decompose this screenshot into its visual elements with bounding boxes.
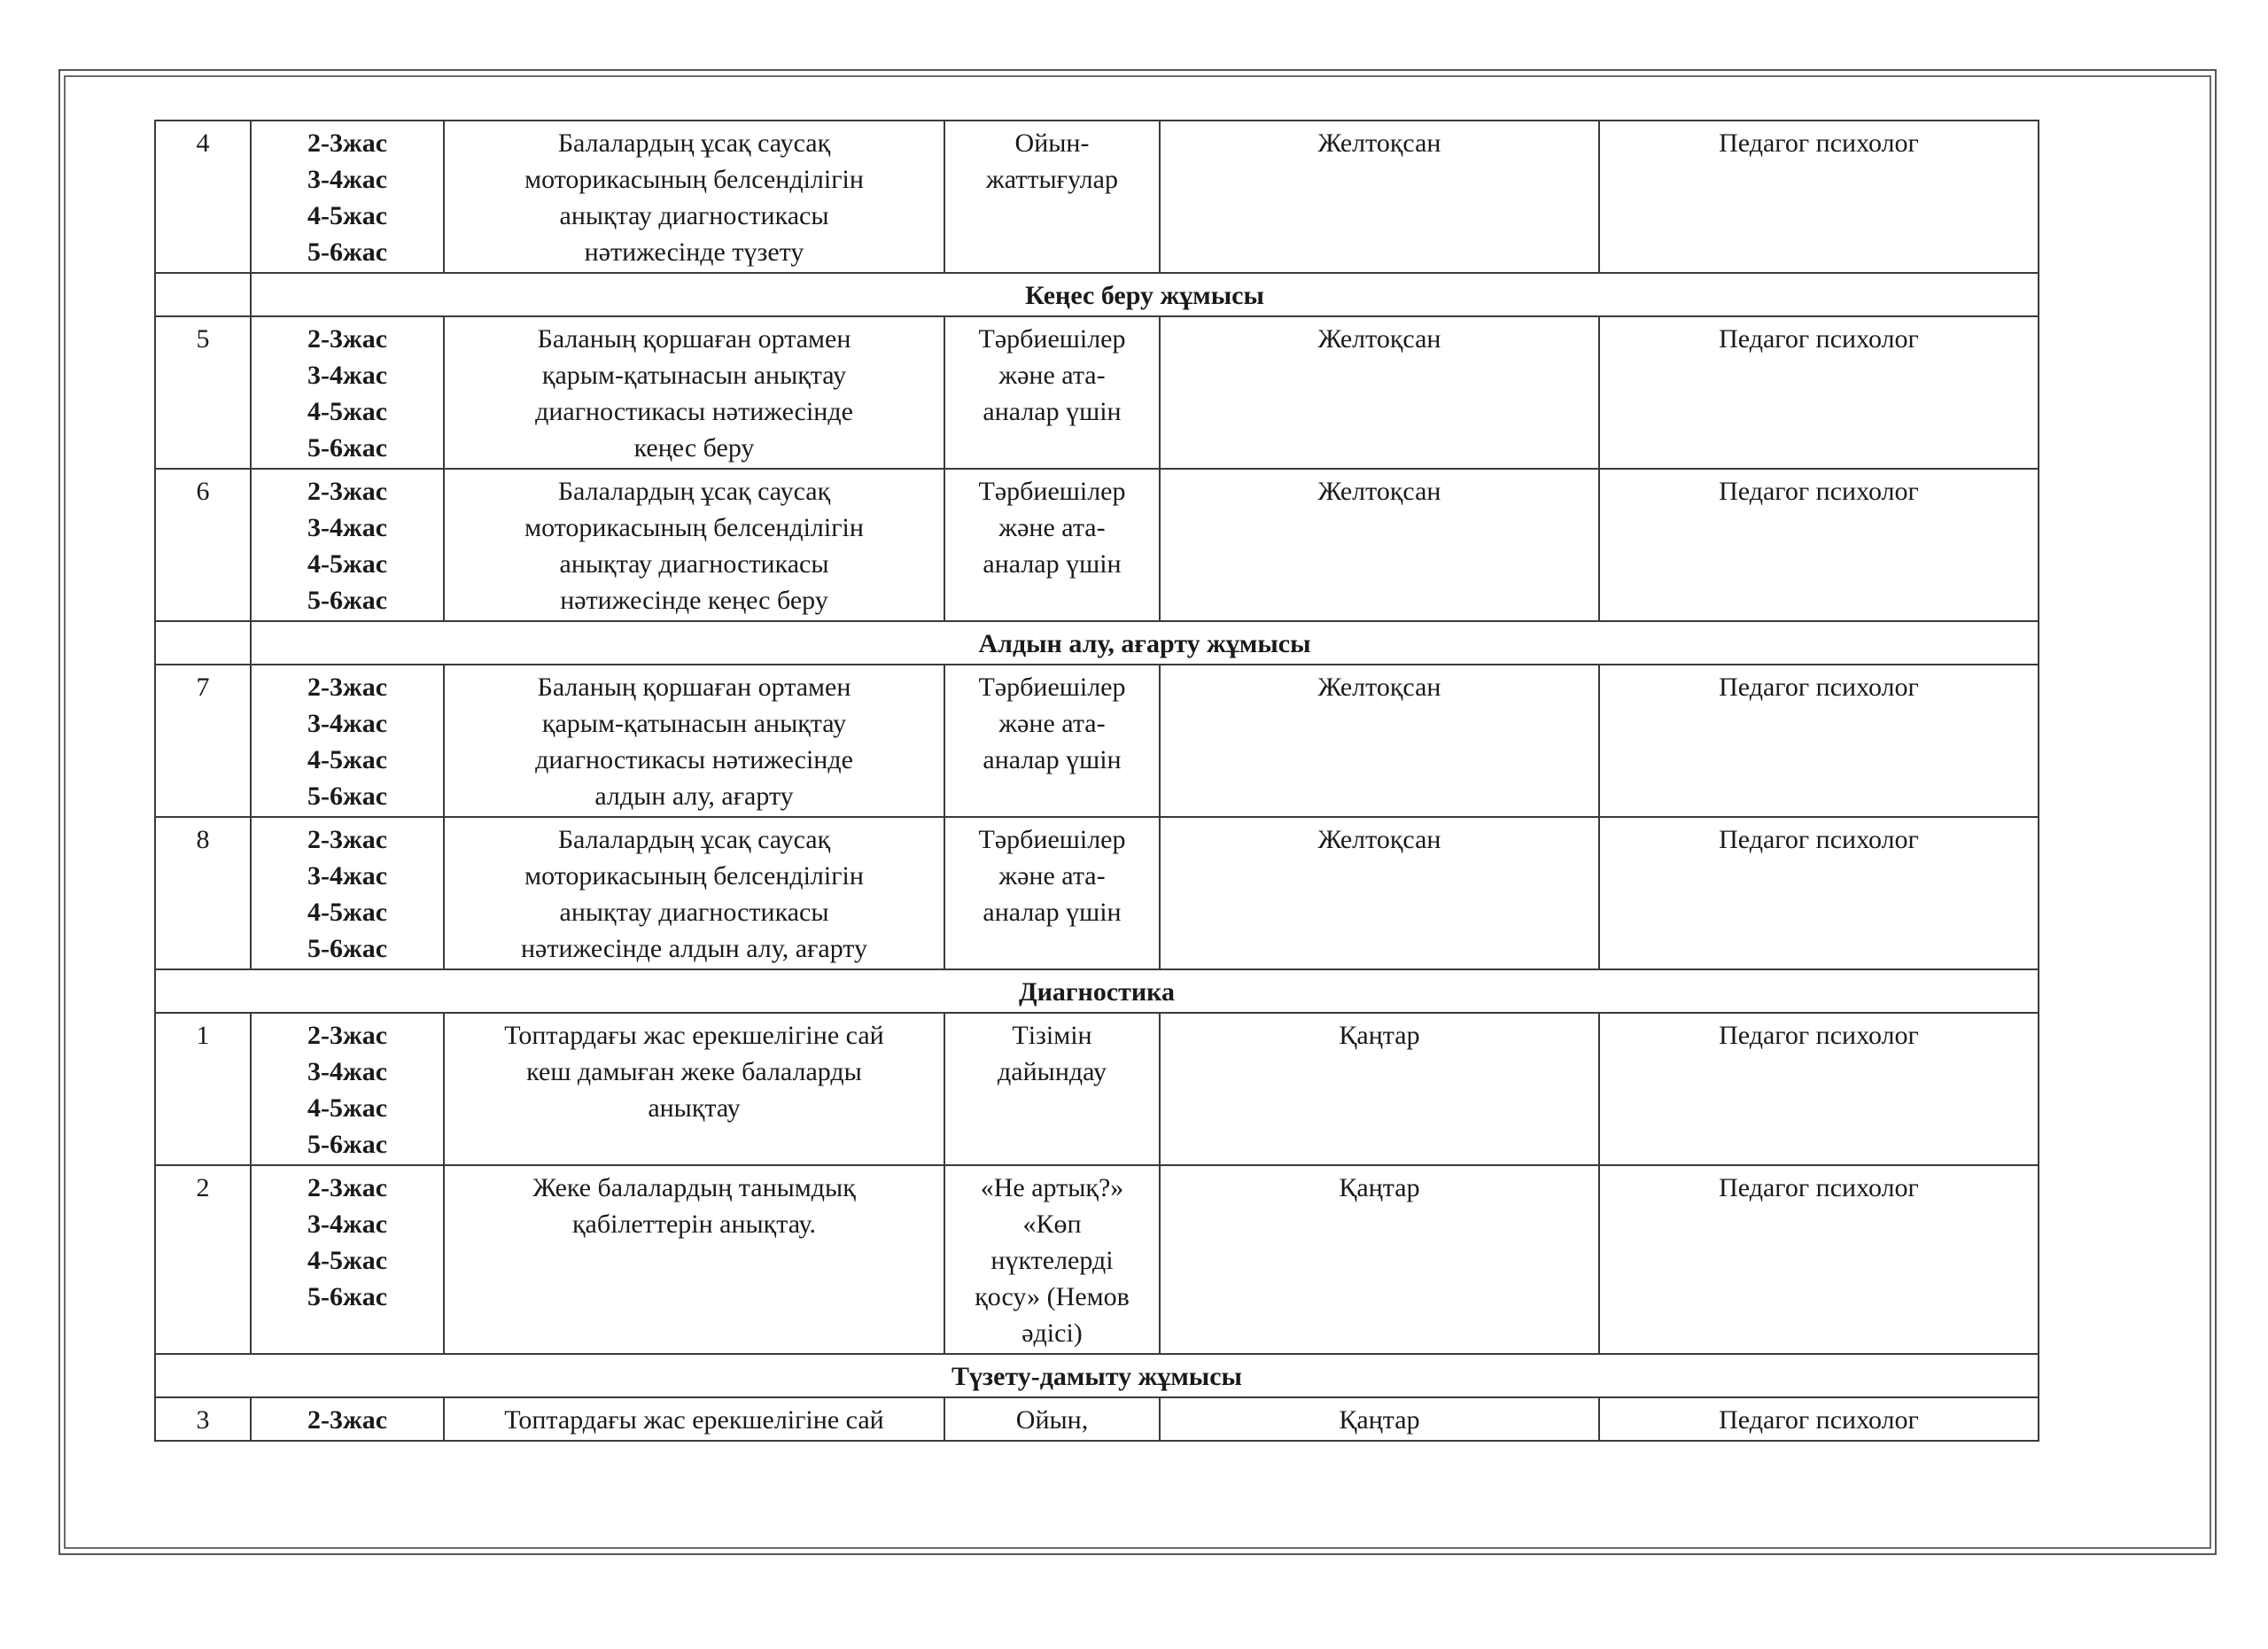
responsible-cell: Педагог психолог: [1599, 1165, 2039, 1354]
table-row: [155, 469, 2039, 621]
age-groups-cell: [251, 665, 444, 817]
age-groups-cell-line: 3-4жас: [307, 861, 388, 891]
content-cell-line: анықтау диагностикасы: [559, 201, 829, 230]
period-cell: Желтоқсан: [1160, 316, 1599, 469]
age-groups-cell-line: 5-6жас: [307, 934, 388, 963]
content-cell-line: диагностикасы нәтижесінде: [535, 745, 853, 774]
age-groups-cell-line: 4-5жас: [307, 745, 388, 774]
age-groups-cell-line: 5-6жас: [307, 433, 388, 463]
content-cell: [444, 665, 944, 817]
form-cell-line: жаттығулар: [986, 165, 1118, 194]
content-cell: [444, 1013, 944, 1165]
period-cell: Қаңтар: [1160, 1013, 1599, 1165]
age-groups-cell: [251, 316, 444, 469]
age-groups-cell-line: 5-6жас: [307, 1282, 388, 1311]
section-row: [155, 969, 2039, 1013]
form-cell-line: Тәрбиешілер: [978, 825, 1126, 854]
form-cell: [944, 469, 1160, 621]
age-groups-cell: [251, 121, 444, 273]
form-cell-line: және ата-: [998, 709, 1106, 738]
age-groups-cell-line: 5-6жас: [307, 1130, 388, 1159]
period-cell: Қаңтар: [1160, 1397, 1599, 1441]
form-cell-line: Ойын,: [1015, 1405, 1089, 1435]
form-cell-line: аналар үшін: [983, 745, 1122, 774]
form-cell: [944, 1397, 1160, 1441]
table-row: [155, 1165, 2039, 1354]
content-cell: [444, 469, 944, 621]
content-cell: [444, 1165, 944, 1354]
section-title: Кеңес беру жұмысы: [251, 273, 2039, 316]
form-cell-line: Тәрбиешілер: [978, 673, 1126, 702]
section-blank-cell: [155, 621, 251, 665]
form-cell: [944, 1165, 1160, 1354]
form-cell: [944, 1013, 1160, 1165]
form-cell: [944, 316, 1160, 469]
table-row: [155, 316, 2039, 469]
age-groups-cell-line: 5-6жас: [307, 586, 388, 615]
age-groups-cell-line: 2-3жас: [307, 673, 388, 702]
content-cell: [444, 121, 944, 273]
form-cell-line: және ата-: [998, 361, 1106, 390]
form-cell-line: дайындау: [998, 1057, 1107, 1086]
table-row: [155, 121, 2039, 273]
responsible-cell: Педагог психолог: [1599, 316, 2039, 469]
age-groups-cell-line: 2-3жас: [307, 1173, 388, 1202]
period-cell: Қаңтар: [1160, 1165, 1599, 1354]
content-cell: [444, 817, 944, 969]
age-groups-cell-line: 3-4жас: [307, 1057, 388, 1086]
age-groups-cell-line: 4-5жас: [307, 397, 388, 426]
form-cell-line: қосу» (Немов: [975, 1282, 1130, 1311]
responsible-cell: Педагог психолог: [1599, 665, 2039, 817]
form-cell: [944, 121, 1160, 273]
age-groups-cell-line: 2-3жас: [307, 1021, 388, 1050]
responsible-cell: Педагог психолог: [1599, 469, 2039, 621]
age-groups-cell: [251, 1165, 444, 1354]
work-plan-table: [154, 120, 2039, 1442]
content-cell-line: анықтау диагностикасы: [559, 898, 829, 927]
section-row: [155, 273, 2039, 316]
period-cell: Желтоқсан: [1160, 469, 1599, 621]
section-blank-cell: [155, 273, 251, 316]
content-cell-line: анықтау: [648, 1093, 741, 1123]
age-groups-cell-line: 2-3жас: [307, 825, 388, 854]
age-groups-cell: [251, 1397, 444, 1441]
age-groups-cell-line: 2-3жас: [307, 128, 388, 158]
age-groups-cell-line: 2-3жас: [307, 1405, 388, 1435]
content-cell-line: Топтардағы жас ерекшелігіне сай: [504, 1405, 884, 1435]
content-cell-line: моторикасының белсенділігін: [524, 513, 864, 542]
responsible-cell: Педагог психолог: [1599, 1013, 2039, 1165]
form-cell-line: нүктелерді: [990, 1246, 1114, 1275]
section-title: Түзету-дамыту жұмысы: [155, 1354, 2039, 1397]
age-groups-cell-line: 4-5жас: [307, 898, 388, 927]
row-number: 3: [155, 1397, 251, 1441]
content-cell: [444, 316, 944, 469]
period-cell: Желтоқсан: [1160, 665, 1599, 817]
form-cell-line: «Не артық?»: [980, 1173, 1124, 1202]
content-cell-line: Балалардың ұсақ саусақ: [557, 477, 831, 506]
form-cell-line: «Көп: [1022, 1210, 1082, 1239]
form-cell-line: Тізімін: [1012, 1021, 1092, 1050]
responsible-cell: Педагог психолог: [1599, 121, 2039, 273]
form-cell-line: Ойын-: [1014, 128, 1090, 158]
content-cell-line: қабілеттерін анықтау.: [571, 1210, 817, 1239]
content-cell-line: Балалардың ұсақ саусақ: [557, 128, 831, 158]
row-number: 7: [155, 665, 251, 817]
content-cell-line: диагностикасы нәтижесінде: [535, 397, 853, 426]
row-number: 5: [155, 316, 251, 469]
age-groups-cell-line: 2-3жас: [307, 477, 388, 506]
form-cell-line: Тәрбиешілер: [978, 324, 1126, 354]
age-groups-cell: [251, 817, 444, 969]
responsible-cell: Педагог психолог: [1599, 1397, 2039, 1441]
content-cell-line: Топтардағы жас ерекшелігіне сай: [504, 1021, 884, 1050]
row-number: 1: [155, 1013, 251, 1165]
form-cell-line: аналар үшін: [983, 397, 1122, 426]
table-row: [155, 1397, 2039, 1441]
row-number: 6: [155, 469, 251, 621]
table-row: [155, 817, 2039, 969]
row-number: 2: [155, 1165, 251, 1354]
row-number: 4: [155, 121, 251, 273]
period-cell: Желтоқсан: [1160, 121, 1599, 273]
age-groups-cell: [251, 1013, 444, 1165]
age-groups-cell: [251, 469, 444, 621]
content-cell-line: кеңес беру: [633, 433, 755, 463]
section-row: [155, 621, 2039, 665]
age-groups-cell-line: 4-5жас: [307, 549, 388, 579]
form-cell-line: аналар үшін: [983, 898, 1122, 927]
age-groups-cell-line: 3-4жас: [307, 513, 388, 542]
table-row: [155, 665, 2039, 817]
age-groups-cell-line: 3-4жас: [307, 165, 388, 194]
form-cell-line: Тәрбиешілер: [978, 477, 1126, 506]
age-groups-cell-line: 5-6жас: [307, 782, 388, 811]
content-cell-line: қарым-қатынасын анықтау: [541, 709, 847, 738]
content-cell-line: қарым-қатынасын анықтау: [541, 361, 847, 390]
form-cell: [944, 665, 1160, 817]
row-number: 8: [155, 817, 251, 969]
content-cell-line: Балалардың ұсақ саусақ: [557, 825, 831, 854]
content-cell-line: нәтижесінде түзету: [584, 237, 804, 267]
age-groups-cell-line: 3-4жас: [307, 361, 388, 390]
content-cell-line: нәтижесінде алдын алу, ағарту: [520, 934, 868, 963]
age-groups-cell-line: 4-5жас: [307, 201, 388, 230]
content-cell-line: моторикасының белсенділігін: [524, 165, 864, 194]
content-cell-line: кеш дамыған жеке балаларды: [526, 1057, 862, 1086]
content-cell-line: Баланың қоршаған ортамен: [537, 673, 851, 702]
form-cell: [944, 817, 1160, 969]
form-cell-line: және ата-: [998, 513, 1106, 542]
section-title: Диагностика: [155, 969, 2039, 1013]
content-cell-line: анықтау диагностикасы: [559, 549, 829, 579]
section-row: [155, 1354, 2039, 1397]
content-cell-line: нәтижесінде кеңес беру: [560, 586, 828, 615]
age-groups-cell-line: 3-4жас: [307, 1210, 388, 1239]
content-cell-line: Баланың қоршаған ортамен: [537, 324, 851, 354]
content-cell-line: Жеке балалардың танымдық: [532, 1173, 856, 1202]
period-cell: Желтоқсан: [1160, 817, 1599, 969]
age-groups-cell-line: 5-6жас: [307, 237, 388, 267]
age-groups-cell-line: 4-5жас: [307, 1246, 388, 1275]
table-row: [155, 1013, 2039, 1165]
age-groups-cell-line: 2-3жас: [307, 324, 388, 354]
responsible-cell: Педагог психолог: [1599, 817, 2039, 969]
content-cell: [444, 1397, 944, 1441]
form-cell-line: аналар үшін: [983, 549, 1122, 579]
content-cell-line: алдын алу, ағарту: [594, 782, 794, 811]
age-groups-cell-line: 4-5жас: [307, 1093, 388, 1123]
section-title: Алдын алу, ағарту жұмысы: [251, 621, 2039, 665]
work-plan-body: [155, 121, 2039, 1441]
form-cell-line: және ата-: [998, 861, 1106, 891]
age-groups-cell-line: 3-4жас: [307, 709, 388, 738]
form-cell-line: әдісі): [1021, 1318, 1083, 1348]
content-cell-line: моторикасының белсенділігін: [524, 861, 864, 891]
